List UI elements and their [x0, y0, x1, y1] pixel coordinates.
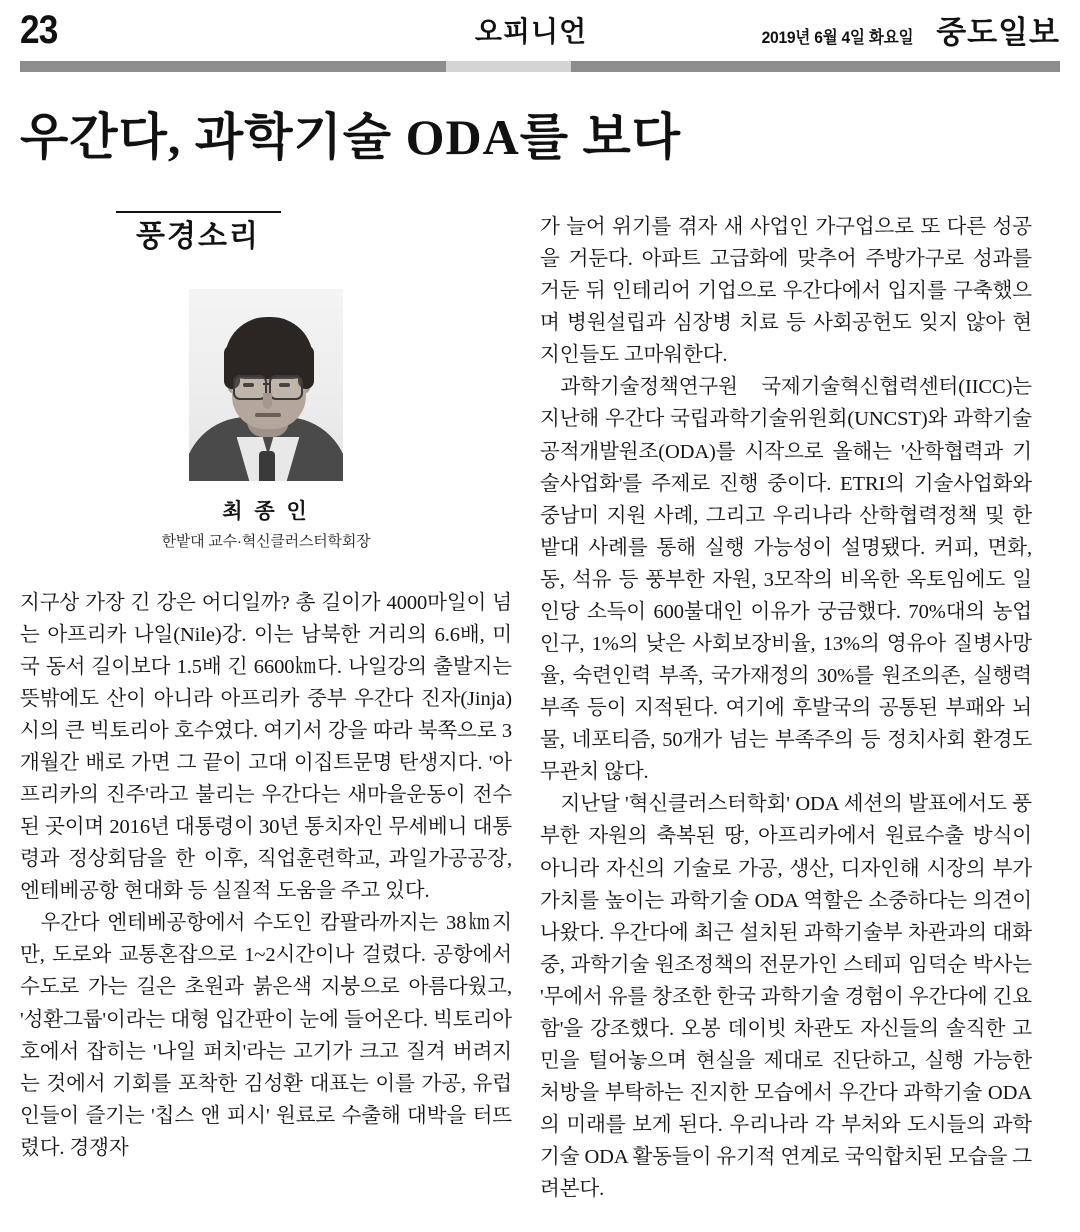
- author-affiliation: 한밭대 교수·혁신클러스터학회장: [161, 532, 371, 550]
- page-number: 23: [20, 8, 58, 52]
- paragraph: 지난달 '혁신클러스터학회' ODA 세션의 발표에서도 풍부한 자원의 축복된 땅, 아프리카에서 원료수출 방식이 아니라 자신의 기술로 가공, 생산, 디자인해 시장의 부가가치를 높이는 과학기술 ODA 역할은 소중하다는 의견이 나왔다. 우간다에 최근 설치된 과학기술부 차관과의 대화 중, 과학기술 원조정책의 전문가인 스테피 임덕순 박사는 '무에서 유를 창조한 한국 과학기술 경험이 우간다에 긴요함'을 강조했다. 오봉 데이빗 차관도 자신들의 솔직한 고민을 털어놓으며 현실을 제대로 진단하고, 실행 가능한 처방을 부탁하는 진지한 모습에서 우간다 과학기술 ODA의 미래를 보게 된다. 우리나라 각 부처와 도시들의 과학기술 ODA 활동들이 유기적 연계로 국익합치된 모습을 그려본다.: [540, 793, 1032, 1201]
- paragraph: 우간다 엔테베공항에서 수도인 캄팔라까지는 38㎞지만, 도로와 교통혼잡으로 1~2시간이나 걸렸다. 공항에서 수도로 가는 길은 초원과 붉은색 지붕으로 아름다웠고, '성환그룹'이라는 대형 입간판이 눈에 들어온다. 빅토리아호에서 잡히는 '나일 퍼치'라는 고기가 크고 질겨 버려지는 것에서 기회를 포착한 김성환 대표는 이를 가공, 유럽인들이 즐기는 '칩스 앤 피시' 원료로 수출해 대박을 터뜨렸다. 경쟁자: [20, 912, 512, 1159]
- issue-date: 2019년 6월 4일 화요일: [761, 28, 914, 47]
- right-column-text: [540, 211, 1032, 1205]
- rule-segment-dark-left: [20, 61, 446, 72]
- author-photo-wrap: [189, 289, 343, 481]
- column-brand-divider: [116, 211, 281, 213]
- portrait-eyeglass-left: [233, 375, 267, 400]
- column-brand: [92, 211, 304, 255]
- author-name: 최 종 인: [222, 499, 310, 523]
- left-column-text: [20, 587, 512, 1164]
- portrait-mouth: [255, 413, 281, 417]
- newspaper-title: 중도일보: [936, 15, 1060, 50]
- rule-segment-dark-right: [571, 61, 1060, 72]
- paragraph: 가 늘어 위기를 겪자 새 사업인 가구업으로 또 다른 성공을 거둔다. 아파트 고급화에 맞추어 주방가구로 성과를 거둔 뒤 인테리어 기업으로 우간다에서 입지를 구축했으며 병원설립과 심장병 치료 등 사회공헌도 잊지 않아 현지인들도 고마워한다.: [540, 216, 1032, 367]
- portrait-eyeglass-bridge: [263, 383, 271, 386]
- column-brand-name: 풍경소리: [136, 220, 260, 253]
- article-headline: 우간다, 과학기술 ODA를 보다: [20, 109, 682, 165]
- author-portrait-photo: [189, 289, 343, 481]
- paragraph: 과학기술정책연구원 국제기술혁신협력센터(IICC)는 지난해 우간다 국립과학기술위원회(UNCST)와 과학기술 공적개발원조(ODA)를 시작으로 올해는 '산학협력과 기술사업화'를 주제로 진행 중이다. ETRI의 기술사업화와 중남미 지원 사례, 그리고 우리나라 산학협력정책 및 한밭대 사례를 통해 실행 가능성이 설명됐다. 커피, 면화, 동, 석유 등 풍부한 자원, 3모작의 비옥한 옥토임에도 일인당 소득이 600불대인 이유가 궁금했다. 70%대의 농업인구, 1%의 낮은 사회보장비율, 13%의 영유아 질병사망율, 숙련인력 부족, 국가재정의 30%를 원조의존, 실행력 부족 등이 지적된다. 여기에 후발국의 공통된 부패와 뇌물, 네포티즘, 50개가 넘는 부족주의 등 정치사회 환경도 무관치 않다.: [540, 376, 1032, 784]
- paragraph: 지구상 가장 긴 강은 어디일까? 총 길이가 4000마일이 넘는 아프리카 나일(Nile)강. 이는 남북한 거리의 6.6배, 미국 동서 길이보다 1.5배 긴 6600㎞다. 나일강의 출발지는 뜻밖에도 산이 아니라 아프리카 중부 우간다 진자(Jinja)시의 큰 빅토리아 호수였다. 여기서 강을 따라 북쪽으로 3개월간 배로 가면 그 끝이 고대 이집트문명 탄생지다. '아프리카의 진주'라고 불리는 우간다는 새마을운동이 전수된 곳이며 2016년 대통령이 30년 통치자인 무세베니 대통령과 정상회담을 한 이후, 직업훈련학교, 과일가공공장, 엔테베공항 현대화 등 실질적 도움을 주고 있다.: [20, 591, 512, 903]
- portrait-nose: [263, 393, 272, 409]
- masthead-right-group: [755, 17, 1060, 52]
- right-column: [540, 211, 1032, 1205]
- portrait-tie: [259, 451, 275, 481]
- masthead: [0, 0, 1080, 52]
- article-body: [20, 211, 1060, 1205]
- portrait-eyeglass-right: [269, 375, 303, 400]
- section-name: 오피니언: [474, 16, 588, 47]
- rule-segment-light: [446, 61, 571, 72]
- left-column: [20, 211, 512, 1164]
- masthead-rule-bar: [20, 61, 1060, 72]
